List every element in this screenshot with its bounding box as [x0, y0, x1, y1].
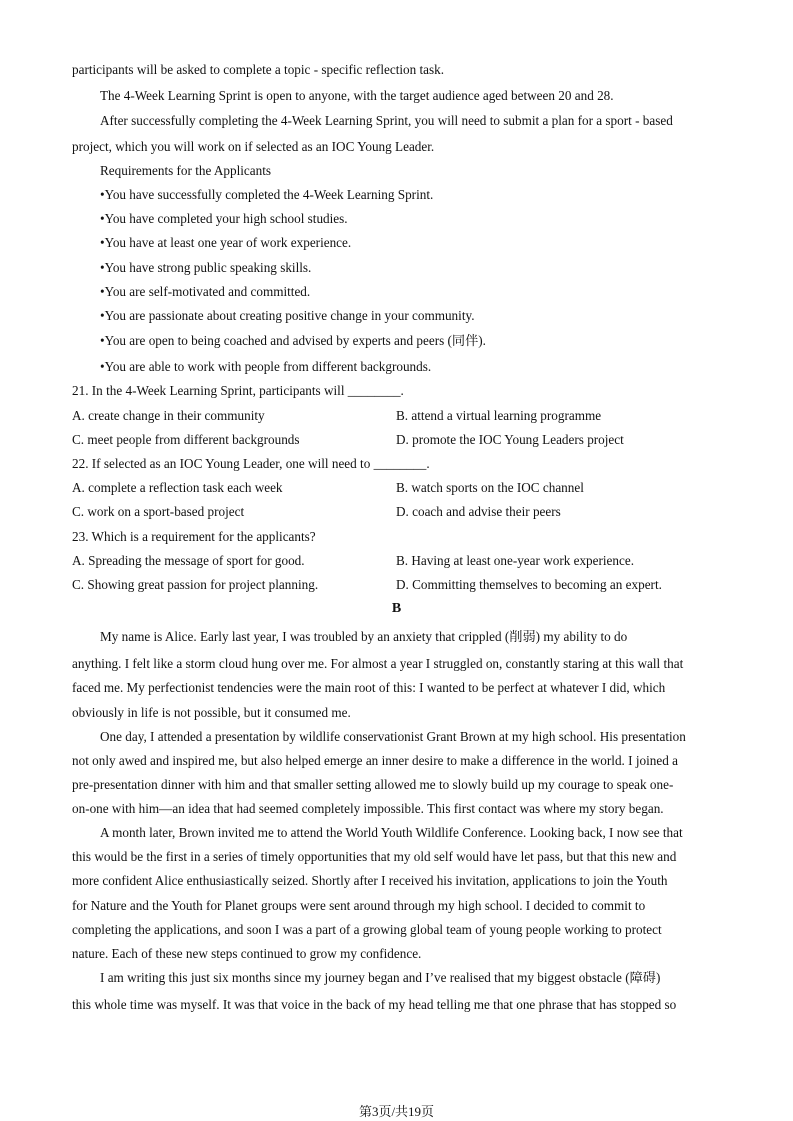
- question-22-option-b: B. watch sports on the IOC channel: [396, 480, 584, 495]
- requirement-item: •You are open to being coached and advised by experts and peers (同伴).: [100, 333, 486, 348]
- page-number: 第3页/共19页: [358, 1104, 435, 1119]
- question-23-option-b: B. Having at least one-year work experience.: [396, 553, 635, 568]
- requirements-heading: Requirements for the Applicants: [100, 163, 272, 178]
- text-line: After successfully completing the 4-Week Learning Sprint, you will need to submit a plan for a sport - based: [100, 113, 673, 128]
- requirement-item: •You have successfully completed the 4-Week Learning Sprint.: [100, 187, 434, 202]
- text-line: The 4-Week Learning Sprint is open to anyone, with the target audience aged between 20 and 28.: [100, 88, 614, 103]
- question-21-option-b: B. attend a virtual learning programme: [396, 408, 602, 423]
- passage-line: A month later, Brown invited me to attend the World Youth Wildlife Conference. Looking back, I now see that: [100, 825, 683, 840]
- requirement-item: •You are able to work with people from different backgrounds.: [100, 359, 432, 374]
- requirement-item: •You have strong public speaking skills.: [100, 260, 312, 275]
- question-23-stem: 23. Which is a requirement for the applicants?: [72, 529, 316, 544]
- passage-line: not only awed and inspired me, but also helped emerge an inner desire to make a difference in the world. I joined a: [72, 753, 678, 768]
- section-heading: B: [391, 601, 402, 616]
- passage-line: obviously in life is not possible, but it consumed me.: [72, 705, 351, 720]
- question-22-stem: 22. If selected as an IOC Young Leader, one will need to ________.: [72, 456, 430, 471]
- text-line: project, which you will work on if selected as an IOC Young Leader.: [72, 139, 435, 154]
- question-21-stem: 21. In the 4-Week Learning Sprint, participants will ________.: [72, 383, 404, 398]
- question-22-option-a: A. complete a reflection task each week: [72, 480, 283, 495]
- passage-line: My name is Alice. Early last year, I was troubled by an anxiety that crippled (削弱) my ability to do: [100, 629, 628, 644]
- question-23-option-d: D. Committing themselves to becoming an expert.: [396, 577, 662, 592]
- passage-line: faced me. My perfectionist tendencies were the main root of this: I wanted to be perfect at whatever I did, which: [72, 680, 666, 695]
- passage-line: nature. Each of these new steps continued to grow my confidence.: [72, 946, 422, 961]
- requirement-item: •You have at least one year of work experience.: [100, 235, 352, 250]
- question-21-option-c: C. meet people from different backgrounds: [72, 432, 300, 447]
- question-21-option-a: A. create change in their community: [72, 408, 265, 423]
- question-21-option-d: D. promote the IOC Young Leaders project: [396, 432, 624, 447]
- question-23-option-c: C. Showing great passion for project planning.: [72, 577, 319, 592]
- requirement-item: •You have completed your high school studies.: [100, 211, 348, 226]
- passage-line: for Nature and the Youth for Planet groups were sent around through my high school. I decided to commit to: [72, 898, 646, 913]
- question-22-option-c: C. work on a sport-based project: [72, 504, 245, 519]
- passage-line: One day, I attended a presentation by wildlife conservationist Grant Brown at my high school. His presentation: [100, 729, 686, 744]
- passage-line: I am writing this just six months since my journey began and I’ve realised that my biggest obstacle (障碍): [100, 970, 661, 985]
- passage-line: completing the applications, and soon I was a part of a growing global team of young people working to protect: [72, 922, 662, 937]
- passage-line: anything. I felt like a storm cloud hung over me. For almost a year I struggled on, constantly staring at this wall that: [72, 656, 684, 671]
- requirement-item: •You are self-motivated and committed.: [100, 284, 311, 299]
- passage-line: this would be the first in a series of timely opportunities that my old self would have let pass, but that this new and: [72, 849, 677, 864]
- passage-line: more confident Alice enthusiastically seized. Shortly after I received his invitation, applications to join the Youth: [72, 873, 668, 888]
- passage-line: on-one with him—an idea that had seemed completely impossible. This first contact was where my story began.: [72, 801, 664, 816]
- requirement-item: •You are passionate about creating positive change in your community.: [100, 308, 475, 323]
- text-line: participants will be asked to complete a topic - specific reflection task.: [72, 62, 445, 77]
- question-22-option-d: D. coach and advise their peers: [396, 504, 561, 519]
- passage-line: this whole time was myself. It was that voice in the back of my head telling me that one phrase that has stopped so: [72, 997, 677, 1012]
- passage-line: pre-presentation dinner with him and that smaller setting allowed me to slowly build up my courage to speak one-: [72, 777, 674, 792]
- question-23-option-a: A. Spreading the message of sport for good.: [72, 553, 305, 568]
